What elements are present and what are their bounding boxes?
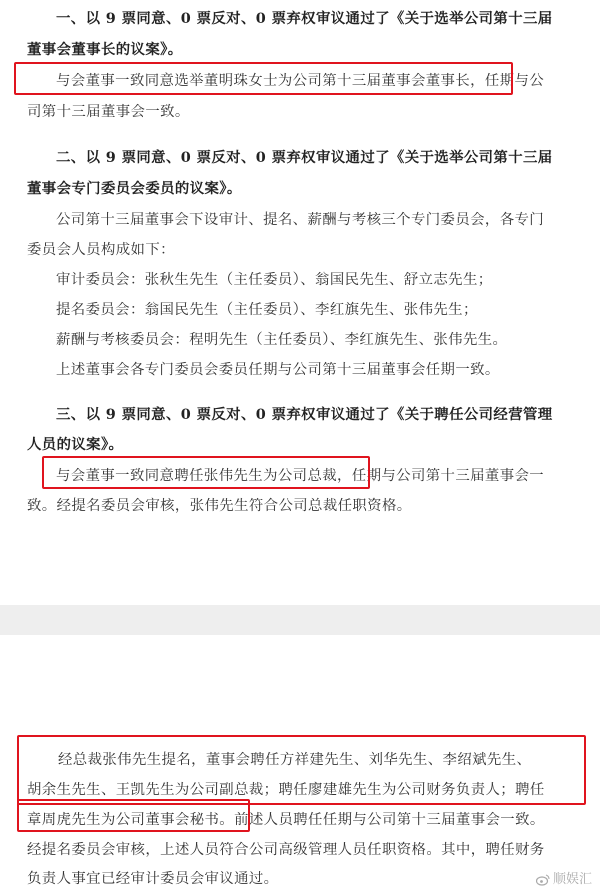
resolution-1-text-cont: 司第十三届董事会一致。 bbox=[27, 104, 190, 120]
resolution-1-text: 与会董事一致同意选举董明珠女士为公司第十三届董事会董事长，任期与公 bbox=[56, 73, 545, 89]
document-bottom-section bbox=[0, 635, 600, 893]
resolution-2-heading-cont: 董事会专门委员会委员的议案》。 bbox=[27, 180, 242, 197]
resolution-1-heading: 一、以 9 票同意、0 票反对、0 票弃权审议通过了《关于选举公司第十三届 bbox=[56, 10, 553, 27]
resolution-3-heading-cont: 人员的议案》。 bbox=[27, 436, 124, 453]
compensation-committee-line: 薪酬与考核委员会：程明先生（主任委员）、李红旗先生、张伟先生。 bbox=[56, 332, 508, 348]
resolution-3-heading: 三、以 9 票同意、0 票反对、0 票弃权审议通过了《关于聘任公司经营管理 bbox=[56, 406, 553, 423]
highlight-box-secretary bbox=[17, 799, 250, 832]
watermark bbox=[536, 868, 592, 887]
appointment-text-cont-1: 胡余生先生、王凯先生为公司副总裁；聘任廖建雄先生为公司财务负责人；聘任 bbox=[27, 782, 545, 798]
resolution-2-text-cont: 委员会人员构成如下： bbox=[27, 242, 175, 258]
resolution-3-text: 与会董事一致同意聘任张伟先生为公司总裁，任期与公司第十三届董事会一 bbox=[56, 468, 545, 484]
page-separator bbox=[0, 605, 600, 635]
appointment-text-cont-4: 负责人事宜已经审计委员会审议通过。 bbox=[27, 871, 279, 887]
audit-committee-line: 审计委员会：张秋生先生（主任委员）、翁国民先生、舒立志先生； bbox=[56, 272, 493, 288]
watermark-text: 顺娱汇 bbox=[552, 872, 592, 887]
appointment-text-cont-3: 经提名委员会审核，上述人员符合公司高级管理人员任职资格。其中，聘任财务 bbox=[27, 842, 545, 858]
appointment-text-cont-2: 章周虎先生为公司董事会秘书。前述人员聘任任期与公司第十三届董事会一致。 bbox=[27, 812, 545, 828]
highlight-box-chairman bbox=[14, 62, 513, 95]
nomination-committee-line: 提名委员会：翁国民先生（主任委员）、李红旗先生、张伟先生； bbox=[56, 302, 478, 318]
weibo-icon bbox=[536, 874, 550, 886]
resolution-2-text: 公司第十三届董事会下设审计、提名、薪酬与考核三个专门委员会，各专门 bbox=[56, 212, 545, 228]
committee-term-line: 上述董事会各专门委员会委员任期与公司第十三届董事会任期一致。 bbox=[56, 362, 500, 378]
highlight-box-vice-presidents bbox=[17, 735, 586, 805]
appointment-text: 经总裁张伟先生提名，董事会聘任方祥建先生、刘华先生、李绍斌先生、 bbox=[58, 752, 532, 768]
resolution-3-text-cont: 致。经提名委员会审核，张伟先生符合公司总裁任职资格。 bbox=[27, 498, 412, 514]
resolution-1-heading-cont: 董事会董事长的议案》。 bbox=[27, 41, 183, 58]
highlight-box-president bbox=[42, 456, 370, 489]
resolution-2-heading: 二、以 9 票同意、0 票反对、0 票弃权审议通过了《关于选举公司第十三届 bbox=[56, 149, 553, 166]
